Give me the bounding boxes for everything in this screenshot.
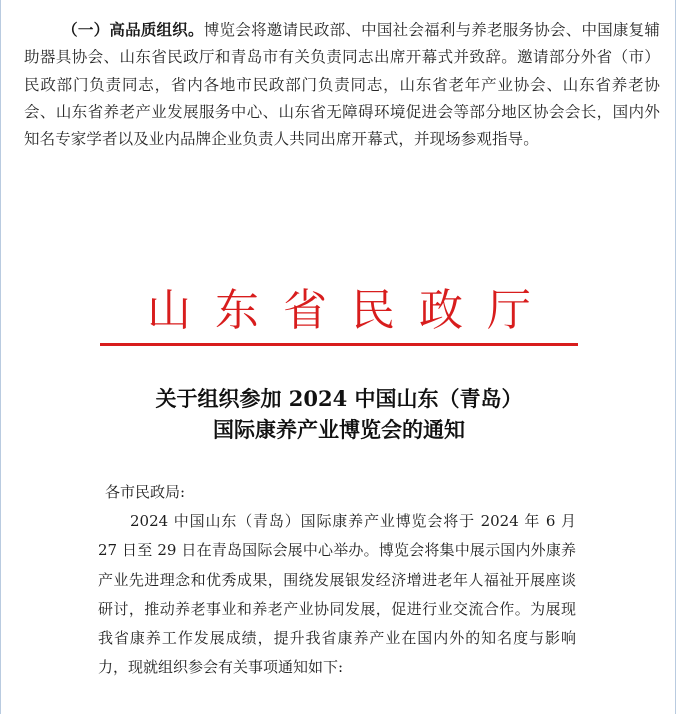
- letterhead-title: 山东省民政厅: [147, 285, 555, 336]
- intro-paragraph: [24, 17, 660, 153]
- salutation: 各市民政局:: [105, 483, 186, 501]
- letterhead-red-rule: [100, 343, 578, 346]
- document-title-line-1: 关于组织参加 2024 中国山东（青岛）: [155, 386, 523, 411]
- intro-lead: （一）高品质组织。: [62, 21, 204, 39]
- document-title: [100, 383, 578, 445]
- intro-text: 博览会将邀请民政部、中国社会福利与养老服务协会、中国康复辅助器具协会、山东省民政厅和青岛市有关负责同志出席开幕式并致辞。邀请部分外省（市）民政部门负责同志，省内各地市民政部门负责同志，山东省老年产业协会、山东省养老协会、山东省养老产业发展服务中心、山东省无障碍环境促进会等部分地区协会会长，国内外知名专家学者以及业内品牌企业负责人共同出席开幕式，并现场参观指导。: [24, 21, 661, 149]
- document-title-line-2: 国际康养产业博览会的通知: [213, 417, 465, 442]
- notice-body-paragraph: 2024 中国山东（青岛）国际康养产业博览会将于 2024 年 6 月 27 日至 29 日在青岛国际会展中心举办。博览会将集中展示国内外康养产业先进理念和优秀成果，围绕发展银发经济增进老年人福祉开展座谈研讨，推动养老事业和养老产业协同发展，促进行业交流合作。为展现我省康养工作发展成绩，提升我省康养产业在国内外的知名度与影响力，现就组织参会有关事项通知如下:: [98, 512, 576, 677]
